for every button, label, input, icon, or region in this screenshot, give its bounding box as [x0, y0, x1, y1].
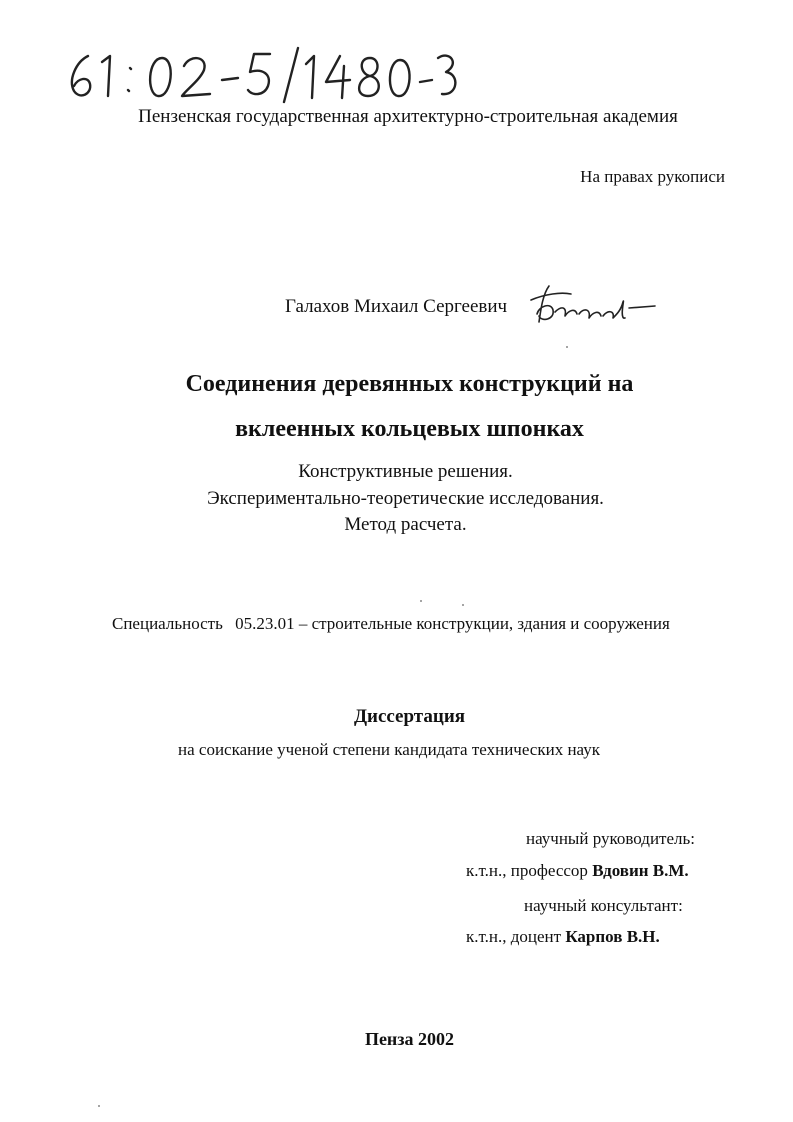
consultant-line	[466, 927, 660, 947]
scan-speck	[566, 346, 568, 348]
title-line-1: Соединения деревянных конструкций на	[185, 371, 634, 397]
place-year: Пенза 2002	[364, 1029, 455, 1049]
specialty-label: Специальность	[112, 614, 223, 633]
handwritten-catalog-number	[58, 36, 458, 106]
subtitle-line-3: Метод расчета.	[344, 514, 467, 535]
subtitle-line-1: Конструктивные решения.	[298, 461, 513, 482]
signature-drawing	[521, 280, 661, 330]
catalog-number-handwriting	[58, 36, 458, 106]
document-type: Диссертация	[353, 706, 466, 727]
degree-text: на соискание ученой степени кандидата технических наук	[178, 740, 601, 759]
scan-speck	[462, 604, 464, 606]
scan-speck	[98, 1105, 100, 1107]
institution-name: Пензенская государственная архитектурно-строительная академия	[138, 106, 678, 127]
supervisor-title: к.т.н., профессор	[466, 861, 588, 880]
title-line-2: вклеенных кольцевых шпонках	[235, 416, 584, 442]
author-line	[285, 282, 661, 332]
signature	[521, 280, 661, 335]
consultant-role: научный консультант:	[524, 896, 683, 915]
subtitle-line-2: Экспериментально-теоретические исследования.	[207, 488, 604, 509]
scan-speck	[420, 600, 422, 602]
specialty-code: 05.23.01	[235, 614, 295, 633]
specialty-line	[112, 614, 670, 634]
consultant-title: к.т.н., доцент	[466, 927, 562, 946]
rights-note: На правах рукописи	[580, 167, 725, 186]
consultant-name: Карпов В.Н.	[565, 927, 660, 946]
specialty-description: – строительные конструкции, здания и сооружения	[298, 614, 670, 633]
author-name: Галахов Михаил Сергеевич	[285, 296, 508, 317]
supervisor-name: Вдовин В.М.	[592, 861, 689, 880]
supervisor-role: научный руководитель:	[526, 829, 695, 848]
supervisor-line	[466, 861, 689, 881]
